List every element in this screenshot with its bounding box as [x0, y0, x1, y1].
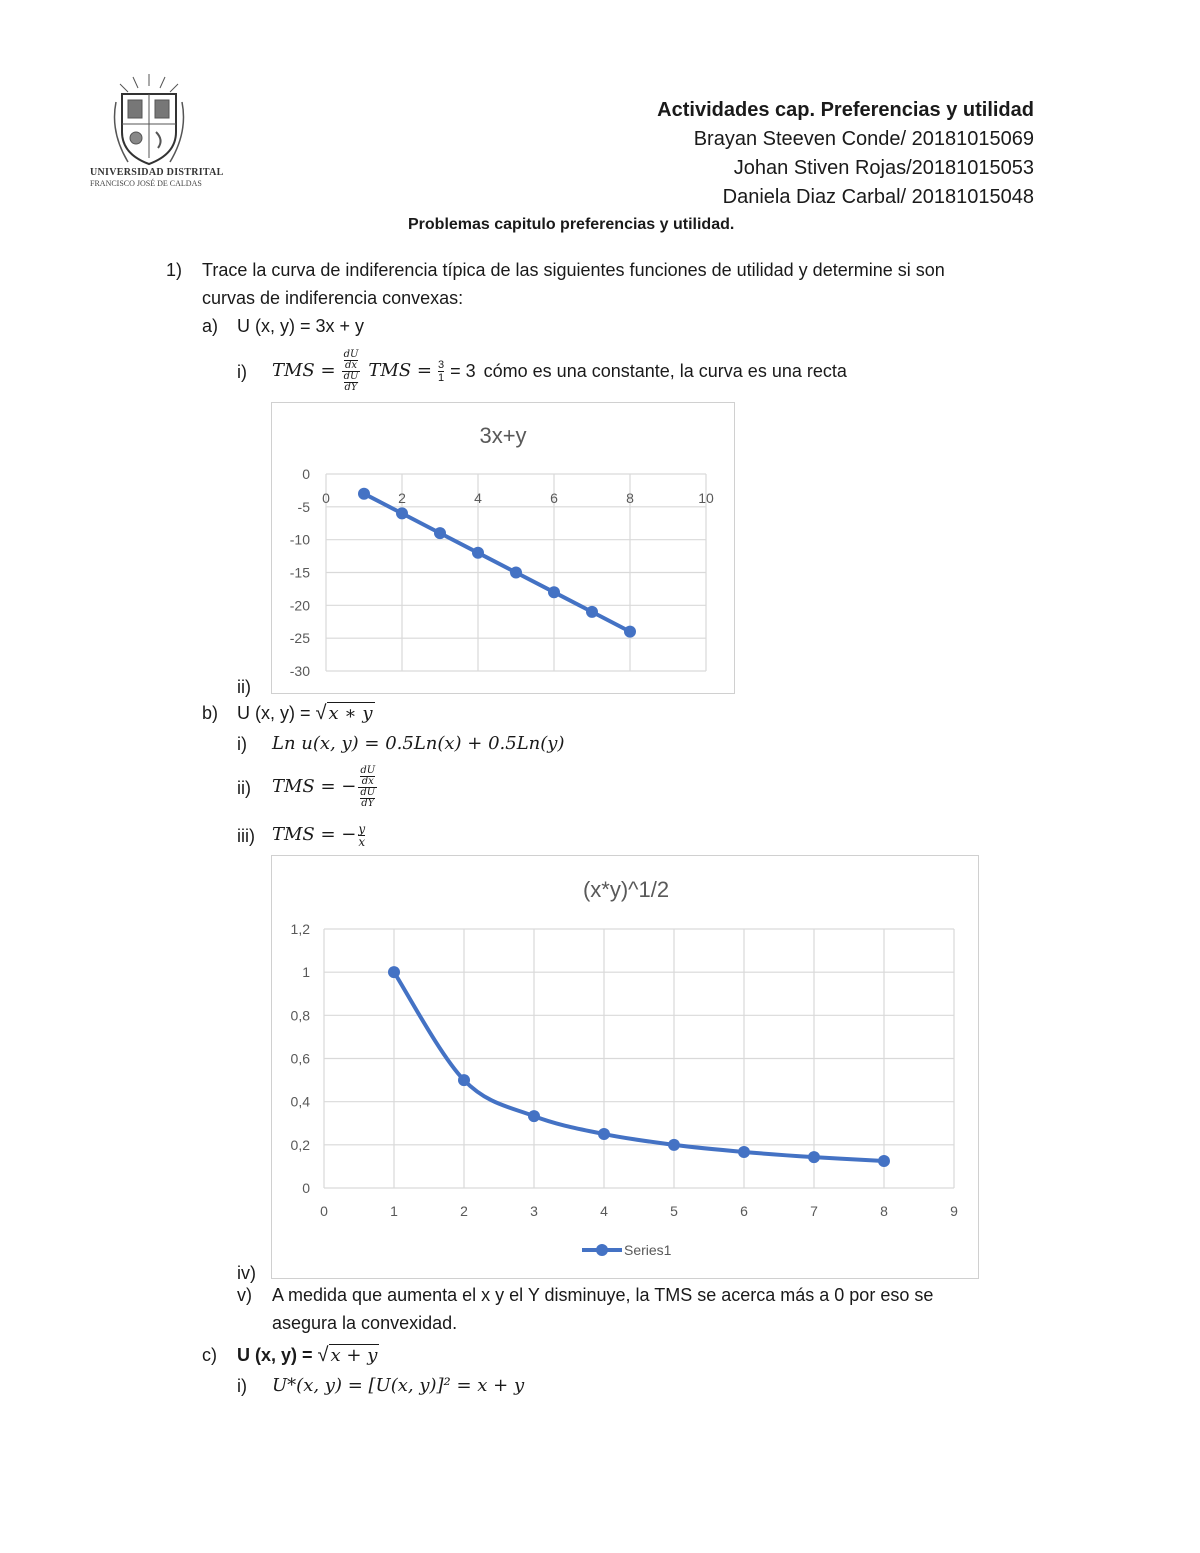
y-tick-label: -15: [289, 564, 310, 581]
legend-marker: [596, 1244, 608, 1256]
item-b-func-radicand: x ∗ y: [328, 703, 373, 724]
frac-den: x: [358, 834, 366, 849]
y-tick-label: -5: [297, 498, 310, 515]
data-point: [472, 547, 484, 559]
tms-fraction-2: [438, 359, 444, 384]
problem-text-line2: curvas de indiferencia convexas:: [202, 288, 464, 308]
chart-title: 3x+y: [479, 423, 527, 448]
y-tick-label: 0: [302, 1180, 310, 1196]
tms-fraction: [342, 350, 361, 393]
y-tick-label: 1: [302, 964, 310, 981]
y-tick-label: 0,6: [290, 1050, 310, 1067]
author-2: Johan Stiven Rojas/20181015053: [733, 157, 1034, 179]
x-tick-label: 5: [670, 1203, 678, 1219]
data-point: [458, 1074, 470, 1086]
item-c-function: [237, 1344, 379, 1367]
item-b-func-prefix: U (x, y) =: [237, 703, 311, 723]
sqrt-icon: √: [317, 1344, 329, 1366]
author-3: Daniela Diaz Carbal/ 20181015048: [722, 186, 1034, 208]
item-b-ii-label: ii): [237, 778, 251, 798]
y-tick-label: 0,2: [290, 1136, 310, 1153]
document-title: Actividades cap. Preferencias y utilidad: [657, 99, 1034, 121]
frac-bot-den: dY: [361, 797, 375, 809]
data-point: [528, 1110, 540, 1122]
data-point: [396, 507, 408, 519]
tms-label: TMS =: [272, 360, 336, 381]
data-point: [548, 586, 560, 598]
frac-num: y: [358, 821, 366, 836]
x-tick-label: 1: [390, 1203, 398, 1219]
university-logo: [88, 72, 224, 190]
y-tick-label: -30: [289, 663, 310, 679]
x-tick-label: 4: [474, 490, 482, 506]
chart-linear: [272, 403, 734, 693]
item-a-ii-label: ii): [237, 677, 251, 697]
data-point: [808, 1151, 820, 1163]
item-c-i-expression: U*(x, y) = [U(x, y)]² = x + y: [272, 1375, 525, 1396]
x-tick-label: 4: [600, 1203, 608, 1219]
data-point: [668, 1139, 680, 1151]
tms-explanation: cómo es una constante, la curva es una recta: [483, 361, 847, 381]
problem-number: 1): [166, 260, 183, 280]
item-c-label: c): [202, 1345, 217, 1365]
author-1: Brayan Steeven Conde/ 20181015069: [693, 128, 1034, 150]
frac2-den: 1: [438, 371, 445, 384]
item-a-function: U (x, y) = 3x + y: [237, 316, 365, 336]
logo-text-line2: FRANCISCO JOSÉ DE CALDAS: [90, 179, 202, 188]
x-tick-label: 3: [530, 1203, 538, 1219]
x-tick-label: 8: [626, 490, 634, 506]
item-b-v-label: v): [237, 1285, 252, 1305]
x-tick-label: 0: [320, 1203, 328, 1219]
tms-yx-fraction: [358, 823, 365, 848]
chart-linear-box: [271, 402, 735, 694]
data-point: [878, 1155, 890, 1167]
y-tick-label: 0,4: [290, 1093, 310, 1110]
tms-equals: = 3: [450, 361, 476, 381]
sqrt-icon: √: [315, 702, 327, 724]
frac-top-num: dU: [360, 764, 376, 776]
frac-top-den: dx: [361, 775, 374, 787]
item-b-iv-label: iv): [237, 1263, 256, 1283]
item-b-i-expression: Ln u(x, y) = 0.5Ln(x) + 0.5Ln(y): [272, 733, 565, 754]
frac2-num: 3: [438, 358, 445, 371]
item-b-function: [237, 702, 375, 725]
item-b-v-line2: asegura la convexidad.: [272, 1313, 458, 1333]
frac-bot-num: dU: [360, 786, 376, 798]
data-point: [586, 606, 598, 618]
item-c-func-radicand: x + y: [330, 1345, 378, 1366]
x-tick-label: 7: [810, 1203, 818, 1219]
item-b-v-line1: A medida que aumenta el x y el Y disminuye, la TMS se acerca más a 0 por eso se: [272, 1285, 934, 1305]
series-line: [394, 972, 884, 1161]
x-tick-label: 6: [550, 490, 558, 506]
y-tick-label: 0: [302, 466, 310, 482]
x-tick-label: 0: [322, 490, 330, 506]
data-point: [738, 1146, 750, 1158]
data-point: [510, 567, 522, 579]
section-subtitle: Problemas capitulo preferencias y utilidad.: [408, 216, 735, 233]
data-point: [434, 527, 446, 539]
item-c-func-prefix: U (x, y) =: [237, 1345, 313, 1365]
item-b-iii-label: iii): [237, 826, 255, 846]
data-point: [358, 488, 370, 500]
chart-sqrt-box: [271, 855, 979, 1279]
item-b-ii-expression: [272, 757, 379, 817]
item-b-iii-expression: [272, 815, 367, 855]
logo-text-line1: UNIVERSIDAD DISTRITAL: [90, 167, 224, 178]
item-b-label: b): [202, 703, 219, 723]
legend-label: Series1: [624, 1242, 672, 1258]
x-tick-label: 6: [740, 1203, 748, 1219]
y-tick-label: 1,2: [290, 921, 310, 937]
tms-yx-label: TMS = −: [272, 824, 357, 845]
x-tick-label: 10: [698, 490, 714, 506]
frac-bot-num: dU: [343, 370, 359, 382]
problem-text-line1: Trace la curva de indiferencia típica de las siguientes funciones de utilidad y determine si son: [202, 260, 945, 280]
y-tick-label: -25: [289, 630, 310, 647]
x-tick-label: 8: [880, 1203, 888, 1219]
frac-top-num: dU: [343, 348, 359, 360]
data-point: [598, 1128, 610, 1140]
chart-sqrt: [272, 856, 978, 1278]
item-a-i-label: i): [237, 362, 247, 382]
data-point: [388, 966, 400, 978]
tms-neg-fraction: [358, 766, 377, 809]
tms-neg-label: TMS = −: [272, 776, 357, 797]
y-tick-label: 0,8: [290, 1007, 310, 1024]
y-tick-label: -20: [289, 597, 310, 614]
x-tick-label: 9: [950, 1203, 958, 1219]
item-a-i-expression: [272, 341, 847, 401]
x-tick-label: 2: [398, 490, 406, 506]
chart-title: (x*y)^1/2: [582, 877, 670, 902]
frac-top-den: dx: [344, 359, 358, 371]
x-tick-label: 2: [460, 1203, 468, 1219]
y-tick-label: -10: [289, 531, 310, 548]
tms-label-2: TMS =: [368, 360, 432, 381]
item-c-i-label: i): [237, 1376, 247, 1396]
item-b-i-label: i): [237, 734, 247, 754]
frac-bot-den: dY: [344, 381, 358, 393]
item-a-label: a): [202, 316, 219, 336]
data-point: [624, 626, 636, 638]
